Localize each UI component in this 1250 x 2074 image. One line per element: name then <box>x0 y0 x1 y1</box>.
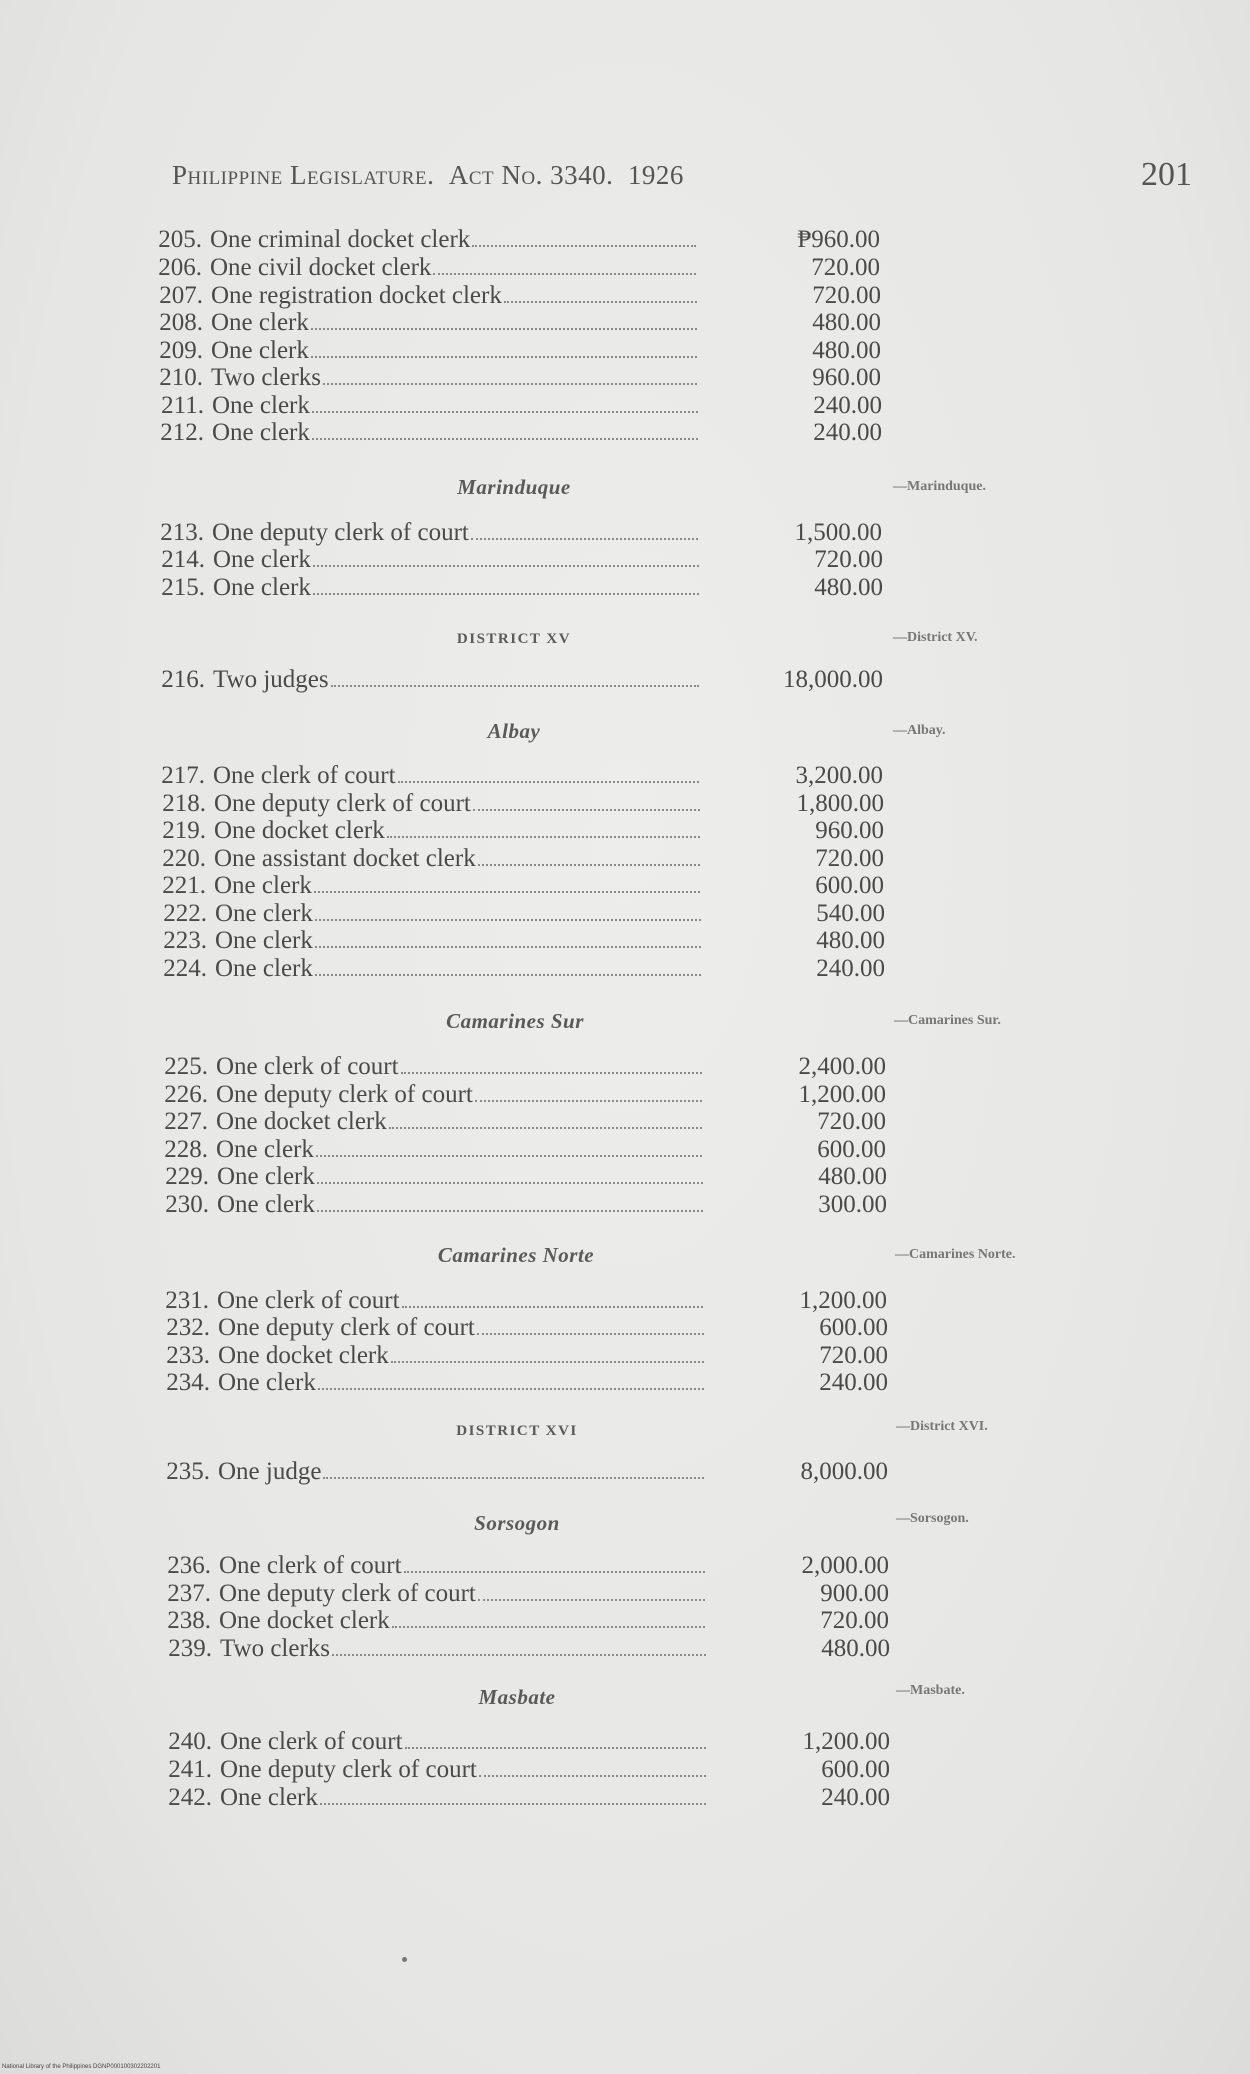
line-item <box>141 309 901 337</box>
running-title <box>172 160 684 191</box>
dot-leader <box>320 1803 706 1805</box>
item-amount: 900.00 <box>820 1580 889 1607</box>
act-label: Act No. <box>448 160 543 190</box>
item-description: One clerk of court <box>220 1728 403 1755</box>
item-description: Two judges <box>213 666 329 693</box>
item-description: One docket clerk <box>218 1342 389 1369</box>
margin-note: —Masbate. <box>896 1683 965 1698</box>
item-number: 222. <box>163 900 207 927</box>
item-amount: 240.00 <box>821 1784 890 1811</box>
dot-leader <box>331 685 699 687</box>
dot-leader <box>473 809 700 811</box>
item-number: 205. <box>158 226 202 253</box>
item-amount: 720.00 <box>819 1342 888 1369</box>
line-item <box>150 1756 910 1784</box>
line-item <box>145 900 905 928</box>
line-item <box>148 1458 908 1486</box>
page-number: 201 <box>1141 156 1192 193</box>
item-description: One clerk <box>211 337 309 364</box>
province-heading: Camarines Norte <box>437 1243 595 1267</box>
item-amount: 600.00 <box>817 1136 886 1163</box>
line-item <box>144 817 904 845</box>
item-number: 213. <box>160 519 204 546</box>
item-description: Two clerks <box>211 364 322 391</box>
dot-leader <box>504 301 697 303</box>
item-description: One clerk <box>213 546 311 573</box>
line-item <box>144 845 904 873</box>
dot-leader <box>323 383 697 385</box>
item-amount: 600.00 <box>821 1756 890 1783</box>
item-amount: 18,000.00 <box>783 666 883 693</box>
dot-leader <box>317 1210 703 1212</box>
dot-leader <box>389 1127 702 1129</box>
line-item <box>143 546 903 574</box>
item-amount: 600.00 <box>819 1314 888 1341</box>
item-amount: 720.00 <box>811 254 880 281</box>
district-heading: DISTRICT XV <box>456 631 572 647</box>
item-number: 220. <box>162 845 206 872</box>
item-number: 231. <box>165 1287 209 1314</box>
item-number: 239. <box>168 1635 212 1662</box>
item-amount: 240.00 <box>819 1369 888 1396</box>
item-description: One clerk <box>217 1163 315 1190</box>
dot-leader <box>315 919 701 921</box>
item-amount: 480.00 <box>818 1163 887 1190</box>
item-amount: 3,200.00 <box>795 762 883 789</box>
province-heading: Camarines Sur <box>446 1009 584 1033</box>
margin-note: —District XV. <box>893 630 978 645</box>
item-number: 224. <box>163 955 207 982</box>
dot-leader <box>405 1747 706 1749</box>
item-number: 218. <box>162 790 206 817</box>
item-amount: 960.00 <box>812 364 881 391</box>
line-item <box>145 955 905 983</box>
item-number: 219. <box>162 817 206 844</box>
item-amount: 480.00 <box>812 337 881 364</box>
item-number: 242. <box>168 1784 212 1811</box>
item-number: 217. <box>161 762 205 789</box>
item-description: One clerk <box>212 419 310 446</box>
item-description: One clerk <box>215 955 313 982</box>
item-number: 216. <box>161 666 205 693</box>
item-description: One clerk <box>212 392 310 419</box>
item-amount: 720.00 <box>817 1108 886 1135</box>
item-description: One civil docket clerk <box>210 254 432 281</box>
line-item <box>148 1342 908 1370</box>
line-item <box>147 1191 907 1219</box>
line-item <box>146 1081 906 1109</box>
legislature-name: Philippine Legislature. <box>172 160 435 190</box>
line-item <box>149 1552 909 1580</box>
item-description: One deputy clerk of court <box>218 1314 475 1341</box>
dot-leader <box>478 1599 705 1601</box>
district-heading: DISTRICT XVI <box>456 1423 578 1439</box>
item-amount: 540.00 <box>816 900 885 927</box>
dot-leader <box>316 1155 702 1157</box>
item-number: 229. <box>165 1163 209 1190</box>
item-number: 208. <box>159 309 203 336</box>
dot-leader <box>312 438 698 440</box>
line-item <box>146 1053 906 1081</box>
line-item <box>147 1287 907 1315</box>
item-number: 223. <box>163 927 207 954</box>
scan-credit: National Library of the Philippines DGNP000100302202201 <box>2 2064 161 2070</box>
margin-note: —District XVI. <box>896 1419 988 1434</box>
line-item <box>148 1369 908 1397</box>
dot-leader <box>387 836 700 838</box>
item-amount: 1,200.00 <box>799 1287 887 1314</box>
item-amount: 720.00 <box>814 546 883 573</box>
print-speck <box>402 1957 407 1962</box>
dot-leader <box>479 1775 706 1777</box>
item-description: One docket clerk <box>214 817 385 844</box>
line-item <box>144 872 904 900</box>
item-amount: 240.00 <box>813 392 882 419</box>
item-number: 240. <box>168 1728 212 1755</box>
item-number: 206. <box>158 254 202 281</box>
item-description: One registration docket clerk <box>211 282 502 309</box>
line-item <box>146 1136 906 1164</box>
item-number: 212. <box>160 419 204 446</box>
dot-leader <box>317 1182 703 1184</box>
item-amount: 240.00 <box>816 955 885 982</box>
item-description: One clerk <box>214 872 312 899</box>
line-item <box>142 392 902 420</box>
item-number: 236. <box>167 1552 211 1579</box>
item-description: One clerk of court <box>216 1053 399 1080</box>
line-item <box>150 1728 910 1756</box>
item-number: 211. <box>161 392 204 419</box>
line-item <box>143 666 903 694</box>
line-item <box>150 1784 910 1812</box>
line-item <box>142 519 902 547</box>
dot-leader <box>475 1100 702 1102</box>
item-amount: 720.00 <box>815 845 884 872</box>
item-amount: 960.00 <box>815 817 884 844</box>
item-amount: 1,800.00 <box>796 790 884 817</box>
province-heading: Marinduque <box>457 475 571 499</box>
dot-leader <box>433 273 696 275</box>
item-number: 241. <box>168 1756 212 1783</box>
item-number: 215. <box>161 574 205 601</box>
line-item <box>141 337 901 365</box>
act-year: 1926 <box>627 160 684 190</box>
item-number: 233. <box>166 1342 210 1369</box>
item-number: 234. <box>166 1369 210 1396</box>
item-description: One clerk <box>215 900 313 927</box>
item-number: 232. <box>166 1314 210 1341</box>
line-item <box>146 1108 906 1136</box>
item-amount: 2,400.00 <box>798 1053 886 1080</box>
margin-note: —Marinduque. <box>893 479 986 494</box>
page-header <box>172 156 1192 200</box>
dot-leader <box>312 411 698 413</box>
item-description: One docket clerk <box>216 1108 387 1135</box>
item-number: 209. <box>159 337 203 364</box>
line-item <box>147 1163 907 1191</box>
item-amount: 240.00 <box>813 419 882 446</box>
margin-note: —Camarines Sur. <box>894 1013 1001 1028</box>
item-description: One clerk <box>217 1191 315 1218</box>
item-number: 227. <box>164 1108 208 1135</box>
item-number: 228. <box>164 1136 208 1163</box>
line-item <box>140 226 900 254</box>
dot-leader <box>472 245 696 247</box>
item-number: 238. <box>167 1607 211 1634</box>
item-amount: 480.00 <box>816 927 885 954</box>
dot-leader <box>391 1361 704 1363</box>
dot-leader <box>478 864 700 866</box>
item-number: 237. <box>167 1580 211 1607</box>
province-heading: Sorsogon <box>474 1511 560 1535</box>
item-amount: 1,500.00 <box>794 519 882 546</box>
line-item <box>149 1607 909 1635</box>
margin-note: —Camarines Norte. <box>895 1247 1016 1262</box>
line-item <box>144 790 904 818</box>
item-description: One clerk <box>216 1136 314 1163</box>
line-item <box>145 927 905 955</box>
line-item <box>140 254 900 282</box>
dot-leader <box>332 1654 706 1656</box>
item-description: One clerk of court <box>213 762 396 789</box>
item-description: One clerk of court <box>219 1552 402 1579</box>
dot-leader <box>315 974 701 976</box>
line-item <box>142 419 902 447</box>
dot-leader <box>471 538 698 540</box>
dot-leader <box>314 891 700 893</box>
dot-leader <box>392 1626 705 1628</box>
item-number: 226. <box>164 1081 208 1108</box>
item-description: One assistant docket clerk <box>214 845 476 872</box>
dot-leader <box>313 593 699 595</box>
item-description: One deputy clerk of court <box>220 1756 477 1783</box>
dot-leader <box>401 1072 702 1074</box>
item-description: One deputy clerk of court <box>216 1081 473 1108</box>
item-description: One clerk <box>218 1369 316 1396</box>
item-amount: ₱960.00 <box>797 226 880 253</box>
dot-leader <box>315 946 701 948</box>
item-number: 235. <box>166 1458 210 1485</box>
dot-leader <box>318 1388 704 1390</box>
item-description: One clerk <box>220 1784 318 1811</box>
item-description: One judge <box>218 1458 322 1485</box>
dot-leader <box>398 781 699 783</box>
line-item <box>143 574 903 602</box>
item-amount: 480.00 <box>821 1635 890 1662</box>
item-amount: 8,000.00 <box>800 1458 888 1485</box>
item-description: One deputy clerk of court <box>219 1580 476 1607</box>
item-number: 221. <box>162 872 206 899</box>
act-number: 3340. <box>550 160 614 190</box>
item-amount: 600.00 <box>815 872 884 899</box>
item-description: One criminal docket clerk <box>210 226 471 253</box>
line-item <box>150 1635 910 1663</box>
item-number: 207. <box>159 282 203 309</box>
margin-note: —Albay. <box>893 723 946 738</box>
item-amount: 2,000.00 <box>801 1552 889 1579</box>
dot-leader <box>311 356 697 358</box>
item-description: One clerk <box>211 309 309 336</box>
item-description: One clerk of court <box>217 1287 400 1314</box>
dot-leader <box>404 1571 705 1573</box>
margin-note: —Sorsogon. <box>896 1511 969 1526</box>
item-number: 230. <box>165 1191 209 1218</box>
line-item <box>149 1580 909 1608</box>
item-amount: 1,200.00 <box>798 1081 886 1108</box>
item-description: One docket clerk <box>219 1607 390 1634</box>
line-item <box>141 282 901 310</box>
item-description: One deputy clerk of court <box>212 519 469 546</box>
dot-leader <box>323 1477 704 1479</box>
item-description: One clerk <box>215 927 313 954</box>
dot-leader <box>402 1306 703 1308</box>
item-amount: 480.00 <box>814 574 883 601</box>
line-item <box>148 1314 908 1342</box>
province-heading: Albay <box>487 719 541 743</box>
item-number: 214. <box>161 546 205 573</box>
item-description: One deputy clerk of court <box>214 790 471 817</box>
dot-leader <box>313 565 699 567</box>
item-amount: 300.00 <box>818 1191 887 1218</box>
item-amount: 1,200.00 <box>802 1728 890 1755</box>
item-number: 225. <box>164 1053 208 1080</box>
line-item <box>141 364 901 392</box>
line-item <box>143 762 903 790</box>
item-description: Two clerks <box>220 1635 331 1662</box>
item-number: 210. <box>159 364 203 391</box>
province-heading: Masbate <box>478 1685 556 1709</box>
item-description: One clerk <box>213 574 311 601</box>
item-amount: 720.00 <box>820 1607 889 1634</box>
item-amount: 480.00 <box>812 309 881 336</box>
item-amount: 720.00 <box>812 282 881 309</box>
dot-leader <box>311 328 697 330</box>
dot-leader <box>477 1333 704 1335</box>
